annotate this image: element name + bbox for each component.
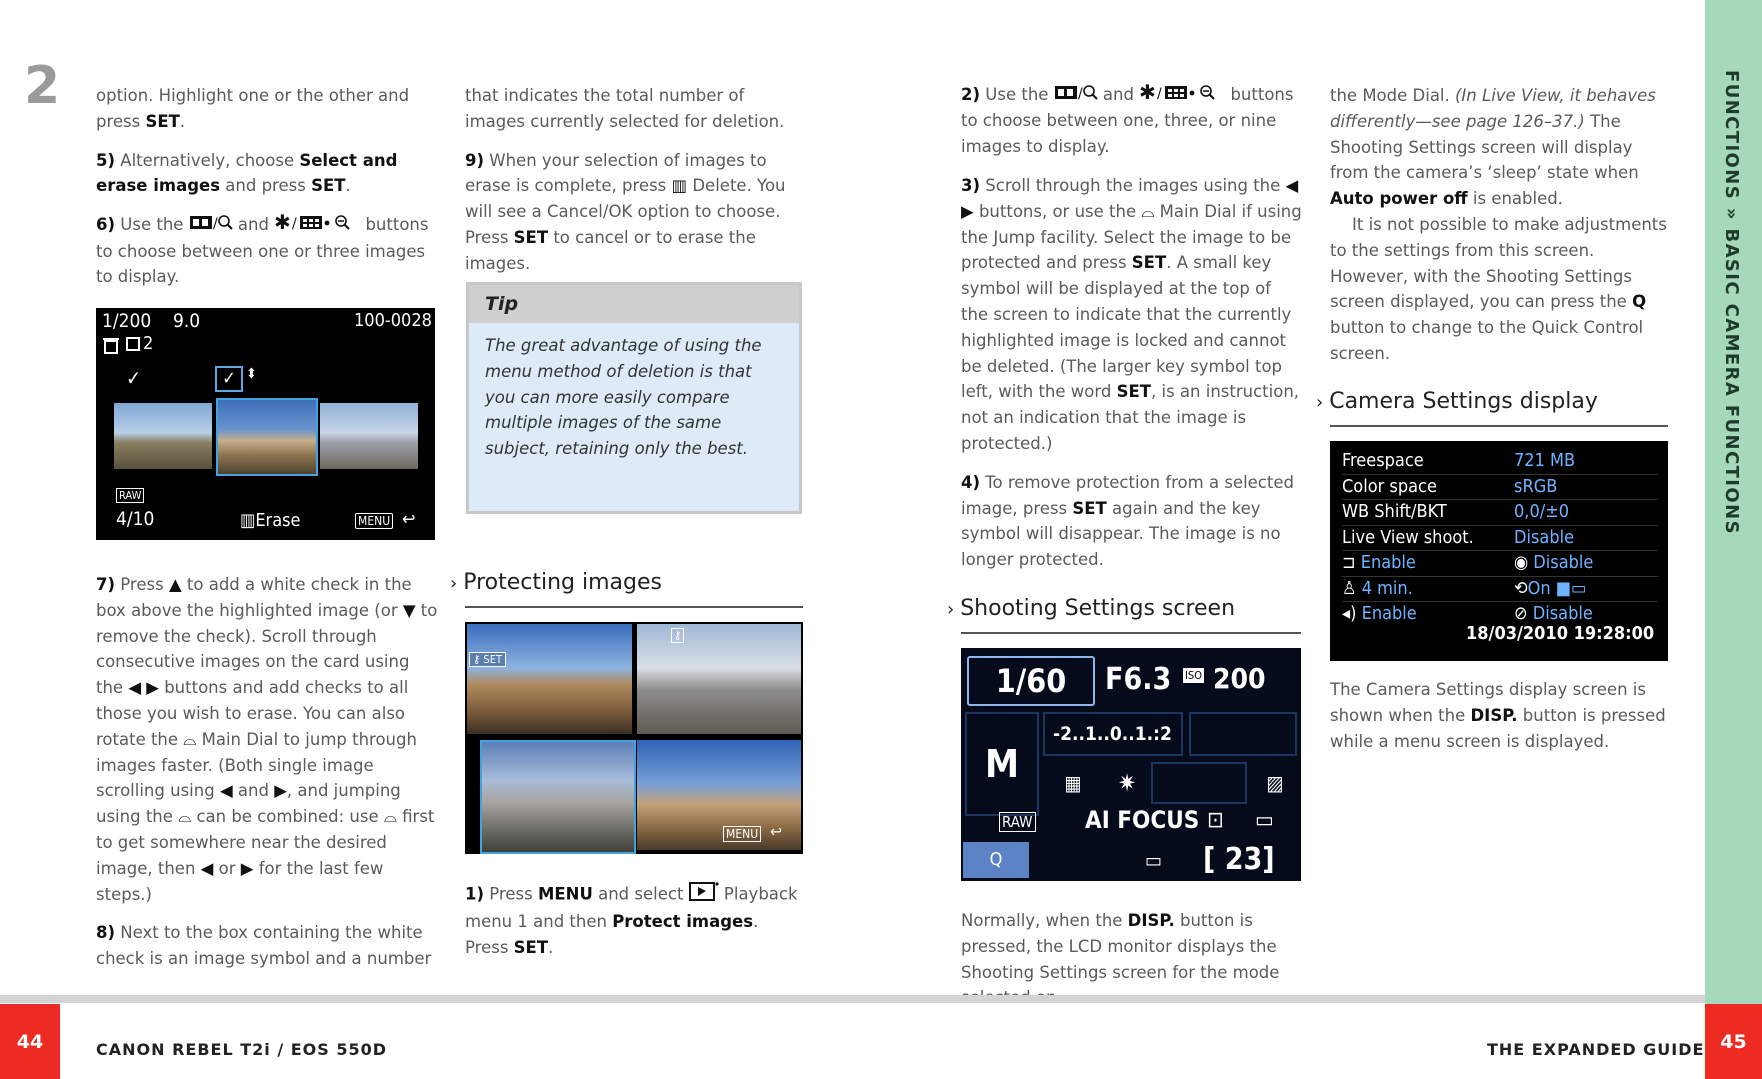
protect-thumbnail-2[interactable] (637, 624, 801, 734)
auto-lighting-optimizer-icon: ▨ (1266, 771, 1284, 795)
quick-control-icon[interactable]: Q (963, 842, 1029, 878)
trash-icon: ▥ (671, 176, 688, 196)
setting-label: Live View shoot. (1342, 526, 1474, 548)
left-arrow-icon: ◀ (219, 781, 233, 801)
camera-settings-heading: › Camera Settings display (1316, 389, 1598, 414)
setting-row (1342, 551, 1658, 577)
page-number-left: 44 (0, 1004, 60, 1079)
setting-right: ◉ Disable (1514, 552, 1594, 573)
setting-row (1342, 475, 1658, 501)
up-down-icon: ⬍ (246, 366, 257, 382)
chapter-number: 2 (24, 56, 61, 116)
af-mode: AI FOCUS (1085, 806, 1200, 834)
paragraph-intro: option. Highlight one or the other and press SET. (96, 86, 410, 131)
svg-text:✱: ✱ (1139, 82, 1156, 101)
iso-label: ISO (1185, 669, 1202, 682)
step-2: 2) Use the / and ✱ / buttons to choose between one, three, or nine images to display. (961, 82, 1303, 160)
column-2-lower (465, 881, 805, 973)
empty-cell (1151, 762, 1247, 804)
shooting-mode: M (965, 712, 1039, 816)
setting-row (1342, 577, 1658, 603)
menu-button-hint[interactable]: MENU (355, 513, 393, 529)
right-arrow-icon: ▶ (240, 858, 254, 878)
image-counter: 4/10 (116, 508, 155, 530)
erase-label: ▥Erase (240, 510, 301, 531)
camera-settings-screenshot (1330, 441, 1668, 661)
main-dial-icon: ⌓ (178, 807, 192, 827)
tip-body: The great advantage of using the menu method of deletion is that you can more easily compare multiple images of the same subject, retaining only the best. (485, 336, 762, 459)
selected-count: 2 (143, 333, 154, 354)
step-1: 1) Press MENU and select Playback menu 1 and then Protect images. Press SET. (465, 881, 805, 960)
main-dial-icon: ⌓ (383, 807, 397, 827)
tip-box (466, 282, 802, 514)
step-3: 3) Scroll through the images using the ◀ ▶ buttons, or use the ⌓ Main Dial if using the Jump facility. Select the image to be protected and press SET. A small key symbol will be displayed at the top of the screen to indicate that the currently highlighted image is locked and cannot be deleted. (The larger key symbol top left, with the word SET, is an instruction, not an indication that the image is protected.) (961, 175, 1302, 453)
page-number-right: 45 (1705, 1004, 1762, 1079)
index-magnify-icon (189, 213, 233, 239)
column-3 (961, 82, 1303, 586)
setting-label: Freespace (1342, 450, 1424, 471)
iso-value: 200 (1213, 662, 1266, 695)
picture-style-icon: ▦ (1064, 771, 1082, 795)
setting-row (1342, 500, 1658, 526)
shutter-speed: 1/200 (102, 310, 152, 332)
setting-row (1342, 526, 1658, 552)
return-icon: ↩ (402, 509, 416, 530)
svg-text:/: / (1077, 85, 1083, 101)
exposure-scale: -2..1..0..1.:2 (1043, 712, 1183, 756)
protect-set-hint: ⚷ SET (469, 652, 506, 667)
shutter-speed: 1/60 (967, 656, 1095, 706)
red-eye-icon: ◉ (1514, 552, 1529, 573)
aperture: 9.0 (173, 310, 201, 332)
thumbnail-left[interactable] (114, 403, 212, 469)
step-7: 7) Press ▲ to add a white check in the box above the highlighted image (or ▼ to remove the check). Scroll through consecutive images on the card using the ◀ ▶ buttons and add checks to all those you wish to erase. You can also rotate the ⌓ Main Dial to jump through images faster. (Both single image scrolling using ◀ and ▶, and jumping using the ⌓ can be combined: use ⌓ first to get somewhere near the desired image, then ◀ or ▶ for the last few steps.) (96, 575, 438, 904)
shooting-settings-heading: › Shooting Settings screen (947, 596, 1236, 621)
step-4: 4) To remove protection from a selected image, press SET again and the key symbol will disappear. The image is no longer protected. (961, 472, 1294, 570)
sensor-cleaning-icon: ⊐ (1342, 552, 1356, 573)
step-8: 8) Next to the box containing the white check is an image symbol and a number (96, 923, 432, 969)
setting-label: WB Shift/BKT (1342, 501, 1447, 522)
svg-text:✱: ✱ (274, 212, 291, 231)
shots-remaining: [ 23] (1203, 842, 1275, 877)
trash-icon (102, 336, 120, 354)
protecting-images-heading: › Protecting images (450, 570, 662, 595)
left-right-arrows-icon: ◀ ▶ (128, 678, 159, 698)
camera-monitor-icon: ■▭ (1550, 577, 1587, 599)
paragraph-total-count: that indicates the total number of images currently selected for deletion. (465, 86, 785, 131)
trash-small-icon: ▥ (240, 510, 256, 531)
column-4-lower (1330, 677, 1670, 767)
erase-images-screenshot (96, 308, 435, 540)
check-icon: ✓ (126, 366, 142, 390)
main-dial-icon: ⌓ (183, 729, 197, 749)
auto-power-off-icon: ♙ (1342, 577, 1357, 599)
tip-title: Tip (469, 285, 799, 323)
setting-value: sRGB (1514, 475, 1558, 497)
footer-rule (0, 995, 1705, 1003)
protect-menu-hint[interactable]: MENU (723, 826, 761, 842)
auto-rotate-icon: ⟲ (1514, 577, 1528, 599)
index-magnify-icon (1054, 83, 1098, 109)
thumbnail-center[interactable] (216, 398, 318, 476)
thumbnail-right[interactable] (320, 403, 418, 469)
footer-book-title: CANON REBEL T2i / EOS 550D (96, 1040, 388, 1059)
column-1-lower (96, 572, 438, 985)
camera-settings-rows (1342, 449, 1658, 627)
key-icon: ⚷ (473, 653, 481, 666)
setting-left: ◂) Enable (1342, 603, 1417, 624)
empty-cell (1189, 712, 1297, 756)
footer-series-title: THE EXPANDED GUIDE (1487, 1040, 1705, 1059)
white-balance-icon: ✷ (1117, 769, 1137, 797)
right-arrow-icon: ▶ (274, 781, 287, 801)
chevron-right-icon: › (1316, 392, 1324, 413)
setting-label: Color space (1342, 475, 1437, 497)
step-9: 9) When your selection of images to erase is complete, press ▥ Delete. You will see a Cancel/OK option to choose. Press SET to cancel or to erase the images. (465, 150, 786, 273)
left-right-arrows-icon: ◀ ▶ (961, 175, 1299, 221)
heading-rule (961, 632, 1301, 634)
drive-mode-icon: ▭ (1255, 808, 1274, 833)
column-1 (96, 83, 436, 303)
folder-number: 100-0028 (354, 310, 432, 331)
left-arrow-icon: ◀ (200, 858, 214, 878)
chevron-right-icon: › (947, 599, 955, 620)
setting-value: Disable (1514, 526, 1575, 548)
aperture: F6.3 (1105, 662, 1172, 697)
paragraph-adjustments: It is not possible to make adjustments to the settings from this screen. However, with the Shooting Settings screen displayed, you can press the Q button to change to the Quick Control screen. (1330, 214, 1667, 363)
battery-icon: ▭ (1145, 848, 1163, 872)
main-dial-icon: ⌓ (1141, 201, 1155, 221)
svg-text:/: / (1157, 85, 1162, 101)
setting-row (1342, 449, 1658, 475)
heading-rule (465, 606, 803, 608)
raw-badge: RAW (116, 488, 144, 503)
playback-icon (689, 881, 719, 909)
svg-text:/: / (292, 215, 297, 231)
date-time: 18/03/2010 19:28:00 (1466, 623, 1655, 644)
svg-text:/: / (212, 215, 218, 231)
protected-key-icon: ⚷ (671, 628, 684, 643)
paragraph-mode-dial: the Mode Dial. (In Live View, it behaves differently—see page 126–37.) The Shooting Settings screen will display from the camera’s ‘sleep’ state when Auto power off is enabled. (1330, 86, 1656, 209)
column-3-lower (961, 908, 1303, 1024)
step-5: 5) Alternatively, choose Select and erase images and press SET. (96, 150, 398, 196)
beep-icon: ◂) (1342, 603, 1357, 624)
asterisk-zoom-out-icon (1139, 83, 1225, 109)
heading-rule (1330, 425, 1668, 427)
selected-check-box[interactable]: ✓ (215, 366, 243, 392)
setting-right: ⊘ Disable (1514, 603, 1593, 624)
asterisk-zoom-out-icon (274, 213, 360, 239)
setting-right: ⟲On ■▭ (1514, 577, 1587, 599)
step-6: 6) Use the / and ✱ / buttons to choose between one or three images to display. (96, 212, 436, 290)
chevron-right-icon: › (450, 573, 458, 594)
setting-left: ♙ 4 min. (1342, 577, 1413, 599)
column-2 (465, 83, 805, 290)
return-icon: ↩ (770, 822, 783, 841)
protect-images-screenshot (465, 622, 803, 854)
column-4 (1330, 83, 1670, 380)
shooting-settings-screenshot (961, 648, 1301, 881)
protect-thumbnail-1[interactable] (467, 624, 632, 734)
down-arrow-icon: ▼ (402, 600, 416, 620)
setting-left: ⊐ Enable (1342, 552, 1416, 573)
setting-value: 721 MB (1514, 450, 1576, 471)
selected-count-icon (126, 336, 140, 352)
raw-badge: RAW (999, 812, 1036, 832)
up-arrow-icon: ▲ (168, 575, 182, 594)
release-without-card-icon: ⊘ (1514, 603, 1528, 624)
camera-settings-caption: The Camera Settings display screen is shown when the DISP. button is pressed while a menu screen is displayed. (1330, 680, 1666, 751)
protect-thumbnail-3[interactable] (480, 740, 636, 854)
paragraph-disp: Normally, when the DISP. button is pressed, the LCD monitor displays the Shooting Settings screen for the mode (961, 911, 1280, 982)
setting-value: 0,0/±0 (1514, 501, 1570, 522)
sidebar-title: FUNCTIONS » BASIC CAMERA FUNCTIONS (1721, 70, 1742, 535)
metering-icon: ⊡ (1207, 808, 1224, 833)
